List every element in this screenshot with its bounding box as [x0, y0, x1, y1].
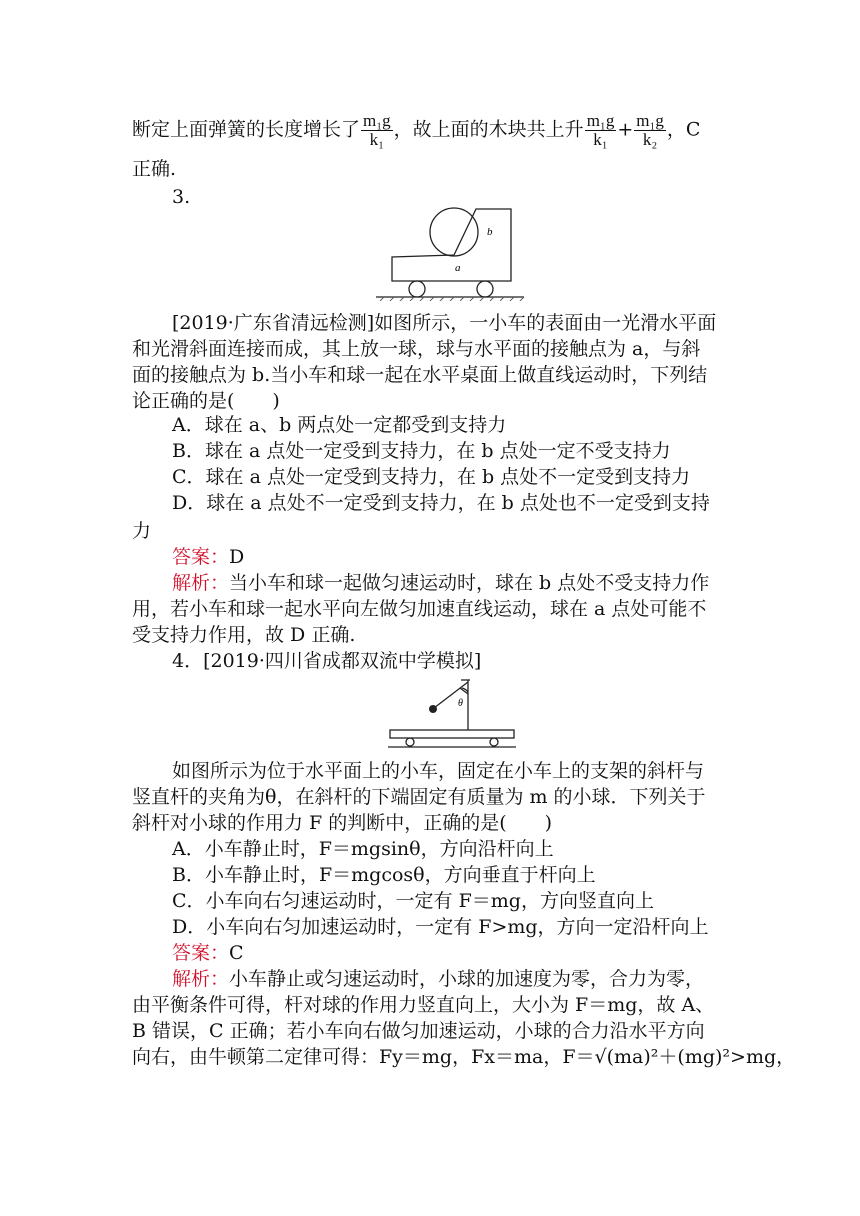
ball-icon [429, 705, 437, 713]
q3-answer [172, 544, 244, 570]
q3-analysis-3: 受支持力作用，故 D 正确. [132, 624, 356, 646]
analysis-label: 解析： [172, 572, 230, 594]
label-theta: θ [458, 698, 463, 709]
q4-stem-2: 竖直杆的夹角为θ，在斜杆的下端固定有质量为 m 的小球．下列关于 [132, 786, 706, 808]
prev-line-2: 正确. [132, 158, 177, 180]
answer-label: 答案： [172, 942, 230, 964]
q4-analysis-1: 解析：小车静止或匀速运动时，小球的加速度为零，合力为零， [172, 968, 705, 990]
answer-value: C [229, 942, 244, 964]
q4-stem-1: 如图所示为位于水平面上的小车，固定在小车上的支架的斜杆与 [172, 760, 705, 782]
cart-rod-figure [386, 676, 518, 750]
fraction: $\frac{\text{m₁g}}{\text{k₂}}$ [636, 111, 664, 149]
answer-value: D [229, 546, 245, 568]
q3-option-d: D．球在 a 点处不一定受到支持力，在 b 点处也不一定受到支持 [172, 492, 710, 514]
q4-option-d: D．小车向右匀加速运动时，一定有 F>mg，方向一定沿杆向上 [172, 916, 709, 938]
q4-stem-3: 斜杆对小球的作用力 F 的判断中，正确的是( ) [132, 812, 553, 834]
q3-analysis-1: 解析：当小车和球一起做匀速运动时，球在 b 点处不受支持力作 [172, 572, 710, 594]
q3-option-d-tail: 力 [132, 520, 152, 542]
prev-line-1: 断定上面弹簧的长度增长了 $\frac{\text{m₁g}}{\text{k₁}}$ ，故上面的木块共上升 $\frac{\text{m₁g}}{\text{k₁}}$ + $\frac{\text{m₁g}}{\text{k₂}}$ ，C [132, 111, 701, 149]
cart-ball-figure [372, 205, 528, 301]
q4-analysis-2: 由平衡条件可得，杆对球的作用力竖直向上，大小为 F＝mg，故 A、 [132, 994, 715, 1016]
label-b: b [487, 226, 493, 238]
q3-stem-3: 面的接触点为 b.当小车和球一起在水平桌面上做直线运动时，下列结 [132, 364, 708, 386]
label-a: a [455, 262, 461, 274]
q4-analysis-3: B 错误，C 正确；若小车向右做匀加速运动，小球的合力沿水平方向 [132, 1020, 705, 1042]
q3-option-c: C．球在 a 点处一定受到支持力，在 b 点处不一定受到支持力 [172, 466, 691, 488]
q4-header: 4．[2019·四川省成都双流中学模拟] [172, 650, 482, 672]
q4-option-c: C．小车向右匀速运动时，一定有 F＝mg，方向竖直向上 [172, 890, 654, 912]
q3-option-a: A．球在 a、b 两点处一定都受到支持力 [172, 414, 507, 436]
q4-option-b: B．小车静止时，F＝mgcosθ，方向垂直于杆向上 [172, 864, 596, 886]
q3-stem-2: 和光滑斜面连接而成，其上放一球，球与水平面的接触点为 a，与斜 [132, 338, 701, 360]
answer-label: 答案： [172, 546, 230, 568]
q3-stem-1: [2019·广东省清远检测]如图所示，一小车的表面由一光滑水平面 [172, 312, 717, 334]
q3-option-b: B．球在 a 点处一定受到支持力，在 b 点处一定不受支持力 [172, 440, 671, 462]
q4-option-a: A．小车静止时，F＝mgsinθ，方向沿杆向上 [172, 838, 554, 860]
q4-analysis-4: 向右，由牛顿第二定律可得：Fy＝mg，Fx＝ma，F＝√(ma)²＋(mg)²>mg， [132, 1046, 796, 1068]
fraction: $\frac{\text{m₁g}}{\text{k₁}}$ [363, 111, 391, 149]
analysis-label: 解析： [172, 968, 230, 990]
q4-answer [172, 940, 244, 966]
q3-stem-4: 论正确的是( ) [132, 390, 280, 412]
question-3-number: 3. [172, 186, 191, 208]
fraction: $\frac{\text{m₁g}}{\text{k₁}}$ [586, 111, 615, 149]
q3-analysis-2: 用，若小车和球一起水平向左做匀加速直线运动，球在 a 点处可能不 [132, 598, 707, 620]
